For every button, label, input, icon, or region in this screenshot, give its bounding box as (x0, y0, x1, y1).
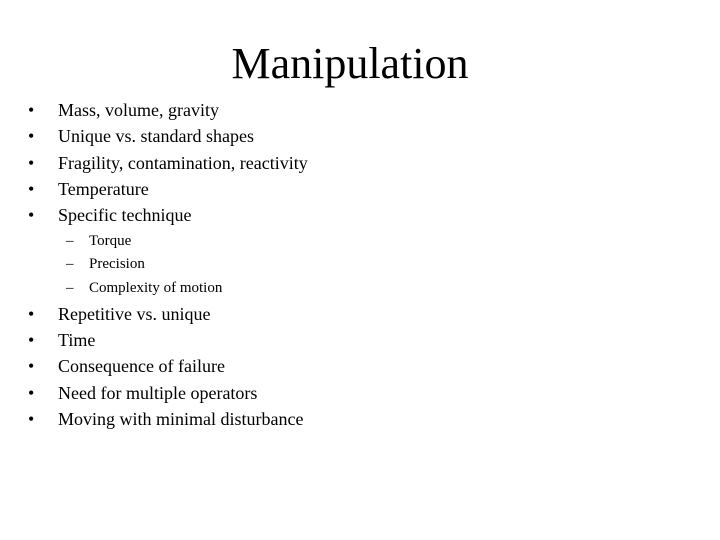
bullet-text: Temperature (58, 179, 149, 199)
sub-bullet-marker: – (66, 280, 74, 296)
sub-bullet-text: Torque (89, 233, 132, 249)
bullet-marker: • (28, 205, 35, 225)
bullet-text: Moving with minimal disturbance (58, 409, 304, 429)
sub-bullet-marker: – (66, 256, 74, 272)
bullet-marker: • (28, 409, 35, 429)
bullet-text: Repetitive vs. unique (58, 304, 211, 324)
bullet-marker: • (28, 153, 35, 173)
bullet-marker: • (28, 126, 35, 146)
bullet-marker: • (28, 383, 35, 403)
sub-bullet-text: Precision (89, 256, 145, 272)
bullet-marker: • (28, 100, 35, 120)
bullet-marker: • (28, 179, 35, 199)
bullet-text: Fragility, contamination, reactivity (58, 153, 308, 173)
bullet-marker: • (28, 356, 35, 376)
sub-bullet-text: Complexity of motion (89, 280, 223, 296)
bullet-text: Time (58, 330, 96, 350)
bullet-text: Mass, volume, gravity (58, 100, 219, 120)
bullet-marker: • (28, 304, 35, 324)
bullet-text: Specific technique (58, 205, 192, 225)
bullet-text: Consequence of failure (58, 356, 225, 376)
bullet-marker: • (28, 330, 35, 350)
sub-bullet-marker: – (66, 233, 74, 249)
bullet-text: Unique vs. standard shapes (58, 126, 254, 146)
slide-title: Manipulation (231, 39, 469, 88)
bullet-text: Need for multiple operators (58, 383, 258, 403)
